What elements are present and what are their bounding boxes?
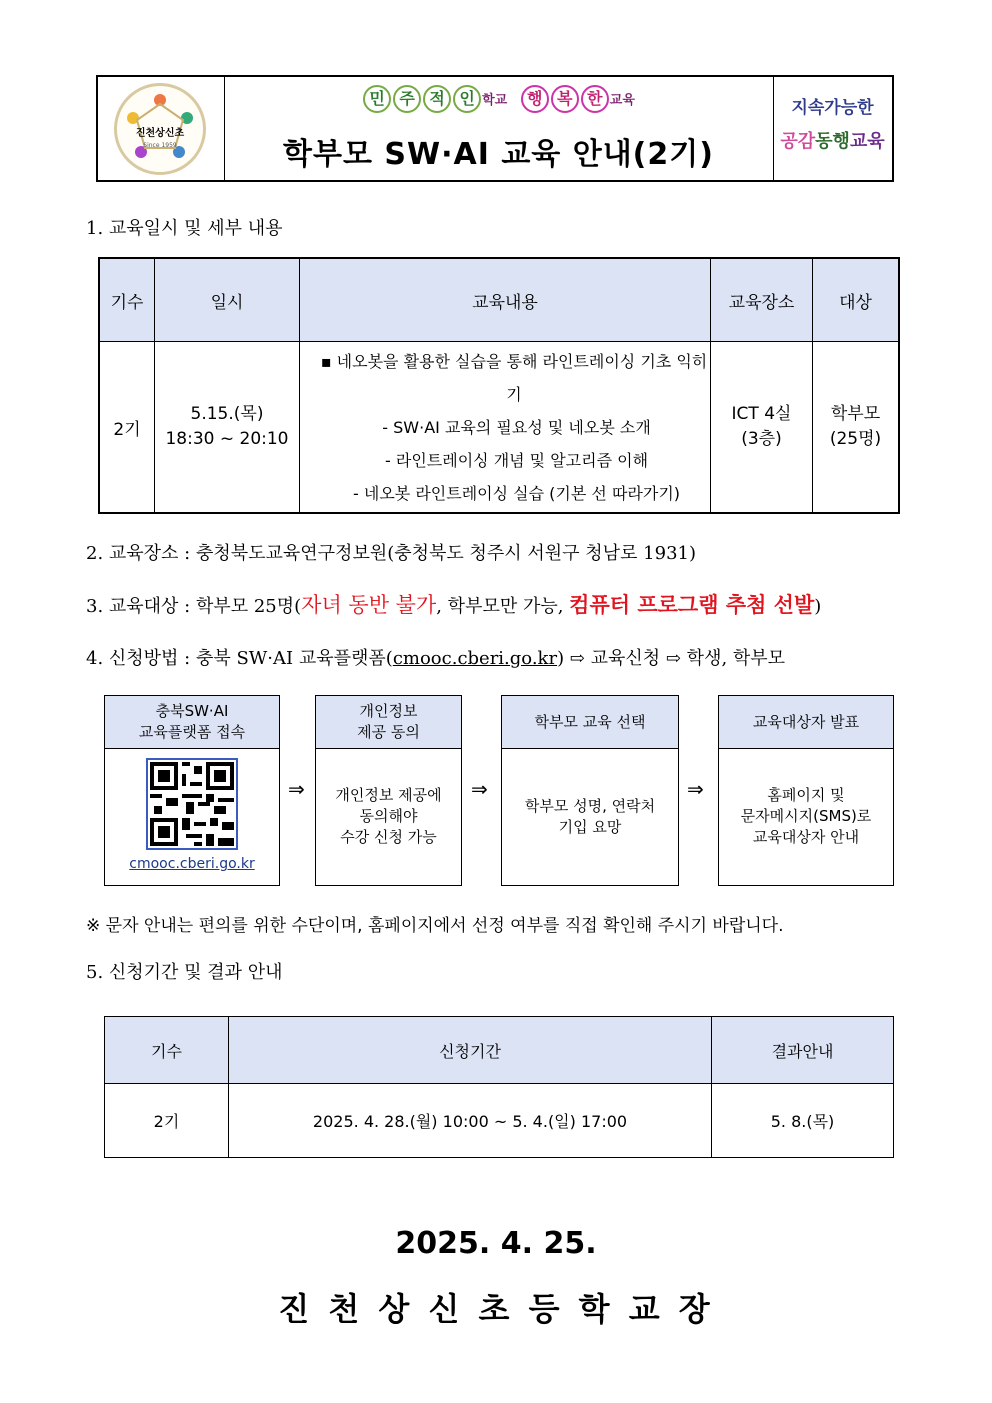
step-head: 학부모 교육 선택 — [502, 696, 678, 749]
page-title: 학부모 SW·AI 교육 안내(2기) — [283, 137, 714, 172]
section3-suffix: ) — [814, 596, 822, 617]
motto-line2 — [773, 127, 892, 153]
footer-signer: 진 천 상 신 초 등 학 교 장 — [278, 1290, 714, 1328]
slogan-char: 적 — [423, 85, 451, 113]
school-logo — [114, 83, 206, 175]
content-line: - 네오봇 라인트레이싱 실습 (기본 선 따라가기) — [347, 483, 681, 503]
section3-prefix: 3. 교육대상 : 학부모 25명( — [86, 596, 302, 617]
step-box-consent — [315, 695, 462, 886]
step-head: 충북SW·AI 교육플랫폼 접속 — [105, 696, 279, 749]
table-header-row — [99, 258, 899, 342]
col-header: 대상 — [813, 258, 900, 342]
col-header: 기수 — [99, 258, 155, 342]
step-body: 개인정보 제공에 동의해야 수강 신청 가능 — [335, 786, 442, 846]
section3-middle: , 학부모만 가능, — [436, 596, 570, 617]
slogan-tail: 학교 — [482, 93, 508, 108]
cell-result: 5. 8.(목) — [712, 1084, 894, 1158]
section2-text: 2. 교육장소 : 충청북도교육연구정보원(충청북도 청주시 서원구 청남로 1931) — [86, 543, 697, 564]
step-body: 홈페이지 및 문자메시지(SMS)로 교육대상자 안내 — [740, 786, 872, 846]
table-header-row — [105, 1017, 894, 1084]
target-line: (25명) — [829, 429, 882, 449]
slogan-char: 민 — [363, 85, 391, 113]
cell-place — [711, 342, 813, 514]
table-row — [105, 1084, 894, 1158]
cell-date: 5.15.(목) — [190, 404, 264, 424]
section4-suffix: ) ⇨ 교육신청 ⇨ 학생, 학부모 — [557, 648, 786, 669]
qr-code-icon[interactable] — [146, 758, 238, 850]
section3-emphasis: 자녀 동반 불가 — [301, 593, 437, 617]
cell-content — [300, 342, 711, 514]
motto-line1: 지속가능한 — [791, 98, 874, 118]
slogan-char: 인 — [453, 85, 481, 113]
col-header: 교육내용 — [300, 258, 711, 342]
table-row — [99, 342, 899, 514]
flow-arrow-icon: ⇒ — [687, 777, 704, 801]
logo-since: Since 1959 — [143, 142, 177, 149]
slogan-char: 복 — [551, 85, 579, 113]
motto-cell — [773, 77, 892, 180]
content-line: ▪ 네오봇을 활용한 실습을 통해 라인트레이싱 기초 익히기 — [320, 351, 708, 404]
title-cell — [224, 77, 774, 180]
col-header: 기수 — [105, 1017, 229, 1084]
step-body: 학부모 성명, 연락처 기입 요망 — [524, 796, 656, 836]
step-body — [105, 748, 279, 885]
place-line: (3층) — [741, 429, 782, 449]
footer-date: 2025. 4. 25. — [395, 1226, 597, 1261]
motto-word: 동행 — [815, 131, 850, 152]
notice-text: ※ 문자 안내는 편의를 위한 수단이며, 홈페이지에서 선정 여부를 직접 확인해 주시기 바랍니다. — [86, 916, 784, 936]
step-head: 교육대상자 발표 — [719, 696, 893, 749]
logo-cell — [98, 77, 225, 180]
content-line: - 라인트레이싱 개념 및 알고리즘 이해 — [379, 450, 649, 470]
platform-link[interactable]: cmooc.cberi.go.kr — [392, 648, 558, 669]
motto-word: 공감 — [780, 131, 816, 152]
slogan-char: 한 — [581, 85, 609, 113]
document-header — [96, 75, 894, 182]
cell-target — [813, 342, 900, 514]
cell-term: 2기 — [105, 1084, 229, 1158]
content-line: - SW·AI 교육의 필요성 및 네오봇 소개 — [377, 417, 651, 437]
section4-prefix: 4. 신청방법 : 충북 SW·AI 교육플랫폼( — [86, 648, 393, 669]
motto-word: 교육 — [849, 131, 885, 152]
slogan-tail: 교육 — [609, 93, 635, 108]
qr-link[interactable]: cmooc.cberi.go.kr — [129, 856, 255, 872]
col-header: 교육장소 — [711, 258, 813, 342]
col-header: 결과안내 — [712, 1017, 894, 1084]
section4-text — [86, 644, 785, 670]
step-box-select — [501, 695, 679, 886]
section5-heading: 5. 신청기간 및 결과 안내 — [86, 962, 283, 983]
application-table — [104, 1016, 894, 1158]
cell-period: 2025. 4. 28.(월) 10:00 ~ 5. 4.(일) 17:00 — [229, 1084, 712, 1158]
section3-emphasis: 컴퓨터 프로그램 추첨 선발 — [569, 593, 815, 617]
place-line: ICT 4실 — [731, 404, 792, 424]
section1-heading: 1. 교육일시 및 세부 내용 — [86, 218, 283, 239]
logo-school-name: 진천상신초 — [135, 128, 185, 139]
cell-datetime — [155, 342, 300, 514]
slogan-char: 주 — [393, 85, 421, 113]
flow-arrow-icon: ⇒ — [288, 777, 305, 801]
section3-text — [86, 589, 821, 619]
flow-arrow-icon: ⇒ — [471, 777, 488, 801]
target-line: 학부모 — [830, 404, 881, 424]
step-head: 개인정보 제공 동의 — [316, 696, 461, 749]
slogan — [224, 85, 773, 113]
cell-time: 18:30 ~ 20:10 — [165, 429, 289, 449]
slogan-char: 행 — [521, 85, 549, 113]
col-header: 신청기간 — [229, 1017, 712, 1084]
cell-term: 2기 — [99, 342, 155, 514]
col-header: 일시 — [155, 258, 300, 342]
step-box-platform — [104, 695, 280, 886]
step-box-announce — [718, 695, 894, 886]
schedule-table — [98, 257, 900, 514]
